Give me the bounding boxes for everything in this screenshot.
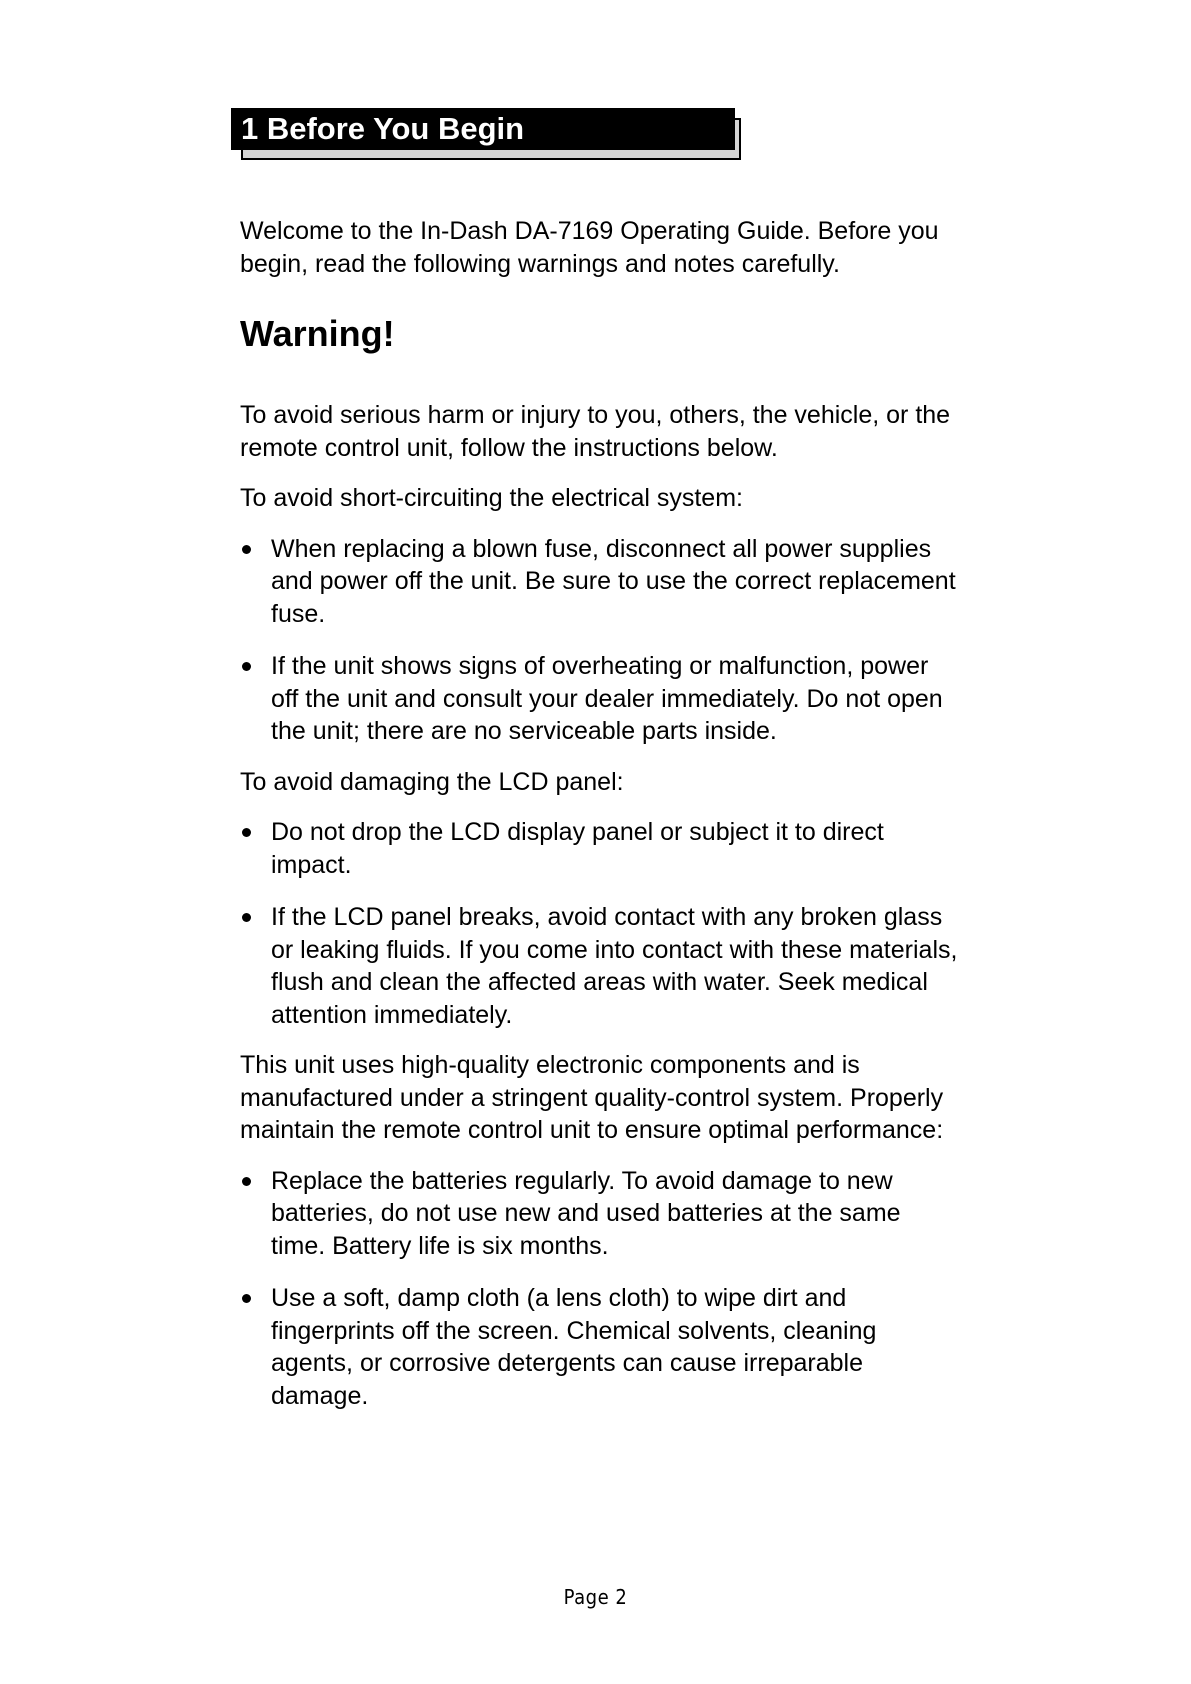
maintenance-list [240,1165,960,1413]
warning-lead-paragraph: To avoid serious harm or injury to you, others, the vehicle, or the remote control unit, follow the instructions below. [240,401,951,462]
list-item-text: When replacing a blown fuse, disconnect all power supplies and power off the unit. Be sure to use the correct replacement fuse. [271,534,956,628]
list-item [240,1165,960,1263]
list-item [240,1282,960,1412]
lcd-warning-list [240,816,960,1031]
list-item-text: If the unit shows signs of overheating or malfunction, power off the unit and consult your dealer immediately. Do not open the unit; there are no serviceable parts inside. [271,652,943,745]
chapter-header [231,108,735,150]
bullet-icon [242,1294,251,1303]
bullet-icon [242,662,251,671]
electrical-warning-list [240,533,960,748]
page-content [240,215,960,1430]
lcd-intro: To avoid damaging the LCD panel: [240,767,624,796]
list-item-text: Use a soft, damp cloth (a lens cloth) to wipe dirt and fingerprints off the screen. Chemical solvents, cleaning agents, or corrosive detergents can cause irreparable damage. [271,1284,877,1410]
intro-paragraph: Welcome to the In-Dash DA-7169 Operating Guide. Before you begin, read the following warnings and notes carefully. [240,217,939,278]
list-item [240,816,960,881]
list-item-text: If the LCD panel breaks, avoid contact with any broken glass or leaking fluids. If you come into contact with these materials, flush and clean the affected areas with water. Seek medical attention immediately. [271,903,958,1029]
chapter-title: 1 Before You Begin [231,108,735,150]
page-number: Page 2 [563,1585,628,1609]
warning-heading: Warning! [240,313,395,354]
list-item-text: Do not drop the LCD display panel or subject it to direct impact. [271,818,884,879]
list-item [240,901,960,1031]
list-item [240,650,960,748]
electrical-intro: To avoid short-circuiting the electrical system: [240,484,743,512]
bullet-icon [242,545,251,554]
maintenance-intro: This unit uses high-quality electronic components and is manufactured under a stringent quality-control system. Properly maintain the remote control unit to ensure optimal performance: [240,1051,944,1144]
list-item [240,533,960,631]
list-item-text: Replace the batteries regularly. To avoid damage to new batteries, do not use new and used batteries at the same time. Battery life is six months. [271,1166,901,1260]
bullet-icon [242,913,251,922]
bullet-icon [242,828,251,837]
bullet-icon [242,1177,251,1186]
